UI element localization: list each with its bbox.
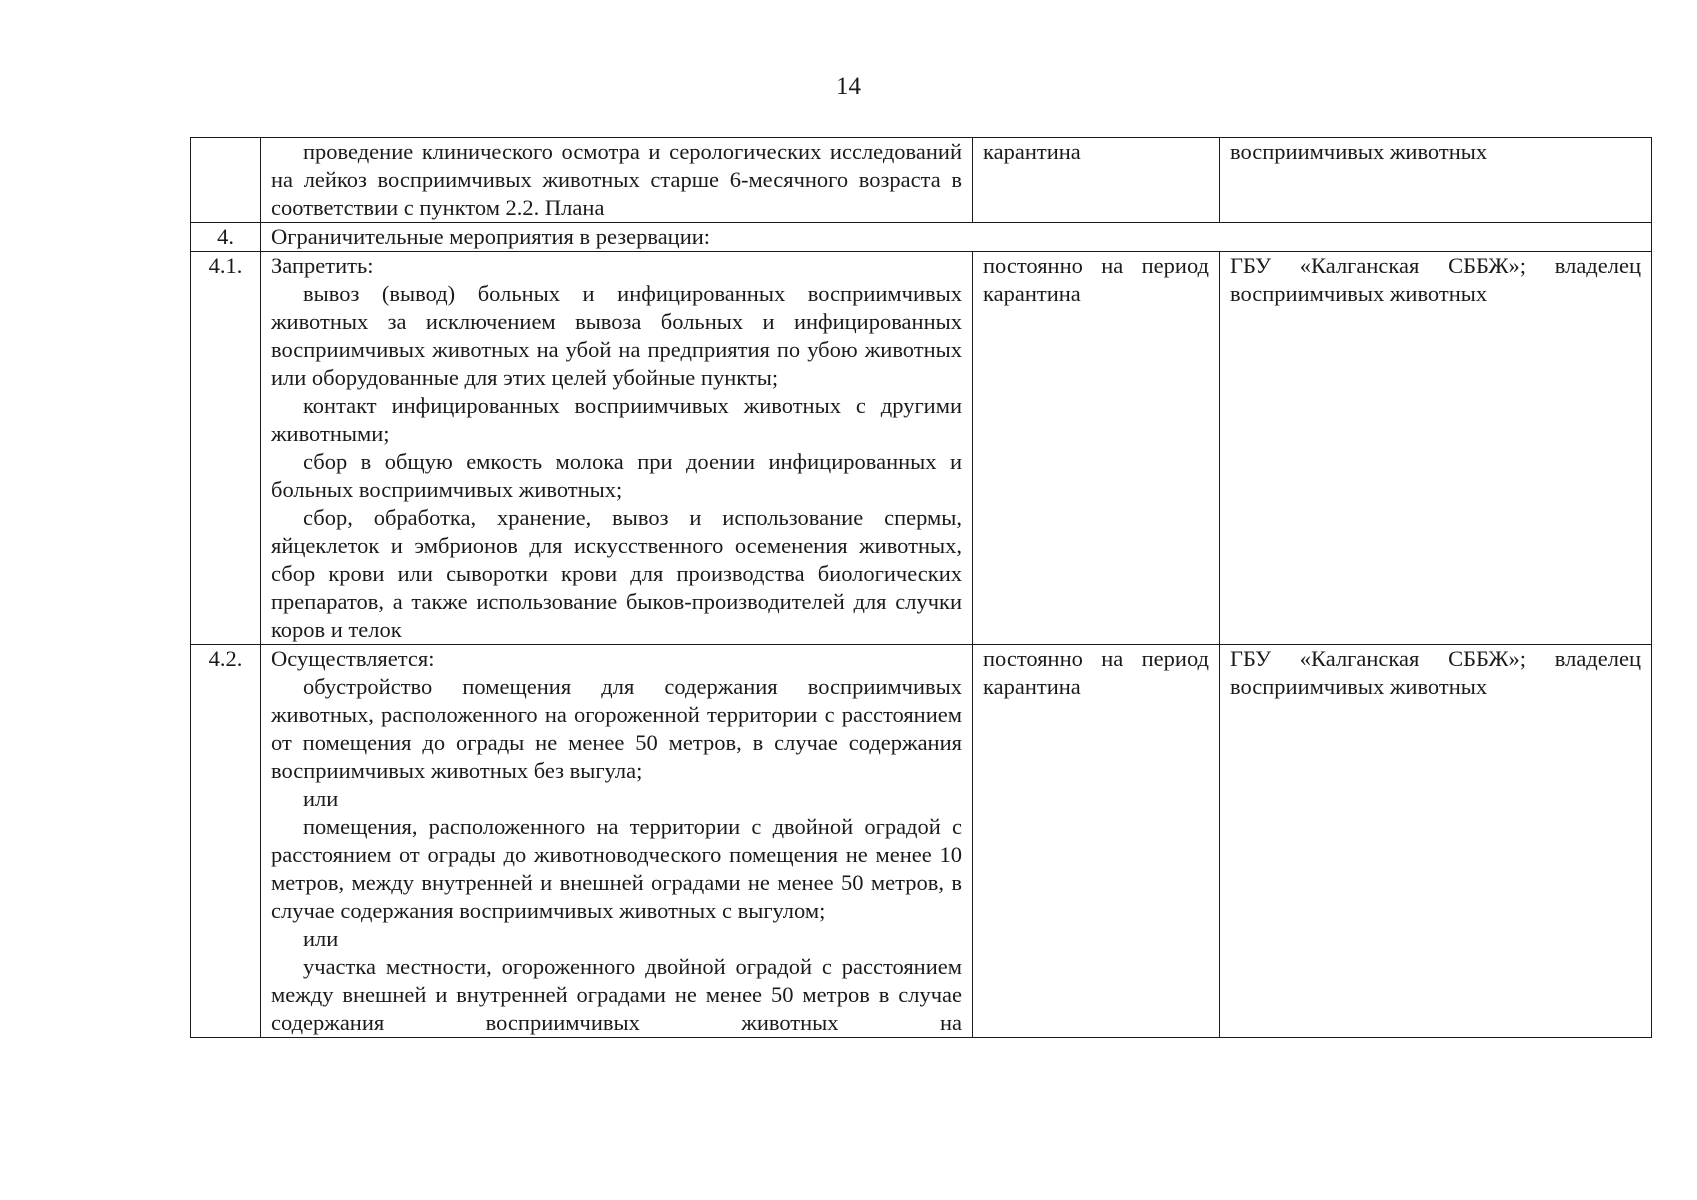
responsible-cell: ГБУ «Калганская СББЖ»; владелец восприимчивых животных — [1220, 252, 1652, 645]
table-row — [191, 138, 1652, 223]
period-cell: постоянно на период карантина — [973, 252, 1220, 645]
table-row — [191, 252, 1652, 645]
measures-table — [190, 137, 1652, 1038]
row-number-cell: 4. — [191, 223, 261, 252]
measure-paragraph: сбор, обработка, хранение, вывоз и использование спермы, яйцеклеток и эмбрионов для искусственного осеменения животных, сбор крови или сыворотки крови для производства биологических препаратов, а также использование быков-производителей для случки коров и телок — [271, 505, 962, 642]
measure-paragraph: обустройство помещения для содержания восприимчивых животных, расположенного на огороженной территории с расстоянием от помещения до ограды не менее 50 метров, в случае содержания восприимчивых животных без выгула; — [271, 674, 962, 783]
responsible-cell: ГБУ «Калганская СББЖ»; владелец восприимчивых животных — [1220, 645, 1652, 1038]
measure-paragraph: или — [303, 926, 339, 951]
measure-paragraph: сбор в общую емкость молока при доении инфицированных и больных восприимчивых животных; — [271, 449, 962, 502]
measure-paragraph: или — [303, 786, 339, 811]
row-number-cell: 4.1. — [191, 252, 261, 645]
period-cell: постоянно на период карантина — [973, 645, 1220, 1038]
measure-heading: Осуществляется: — [271, 646, 435, 671]
row-number-cell — [191, 138, 261, 223]
row-number-cell: 4.2. — [191, 645, 261, 1038]
measure-cell — [261, 138, 973, 223]
page-number: 14 — [836, 73, 861, 100]
measure-cell — [261, 252, 973, 645]
section-title-cell: Ограничительные мероприятия в резервации: — [261, 223, 1652, 252]
measure-paragraph: контакт инфицированных восприимчивых животных с другими животными; — [271, 393, 962, 446]
measure-heading: Запретить: — [271, 253, 374, 278]
measure-paragraph: проведение клинического осмотра и серологических исследований на лейкоз восприимчивых животных старше 6-месячного возраста в соответствии с пунктом 2.2. Плана — [271, 139, 962, 220]
measure-paragraph: помещения, расположенного на территории с двойной оградой с расстоянием от ограды до животноводческого помещения не менее 10 метров, между внутренней и внешней оградами не менее 50 метров, в случае содержания восприимчивых животных с выгулом; — [271, 814, 962, 923]
table-row — [191, 645, 1652, 1038]
period-cell: карантина — [973, 138, 1220, 223]
measure-paragraph: вывоз (вывод) больных и инфицированных восприимчивых животных за исключением вывоза больных и инфицированных восприимчивых животных на убой на предприятия по убою животных или оборудованные для этих целей убойные пункты; — [271, 281, 962, 390]
responsible-cell: восприимчивых животных — [1220, 138, 1652, 223]
table-row — [191, 223, 1652, 252]
measure-paragraph: участка местности, огороженного двойной оградой с расстоянием между внешней и внутренней оградами не менее 50 метров в случае содержания восприимчивых животных на — [271, 954, 962, 1035]
measure-cell — [261, 645, 973, 1038]
